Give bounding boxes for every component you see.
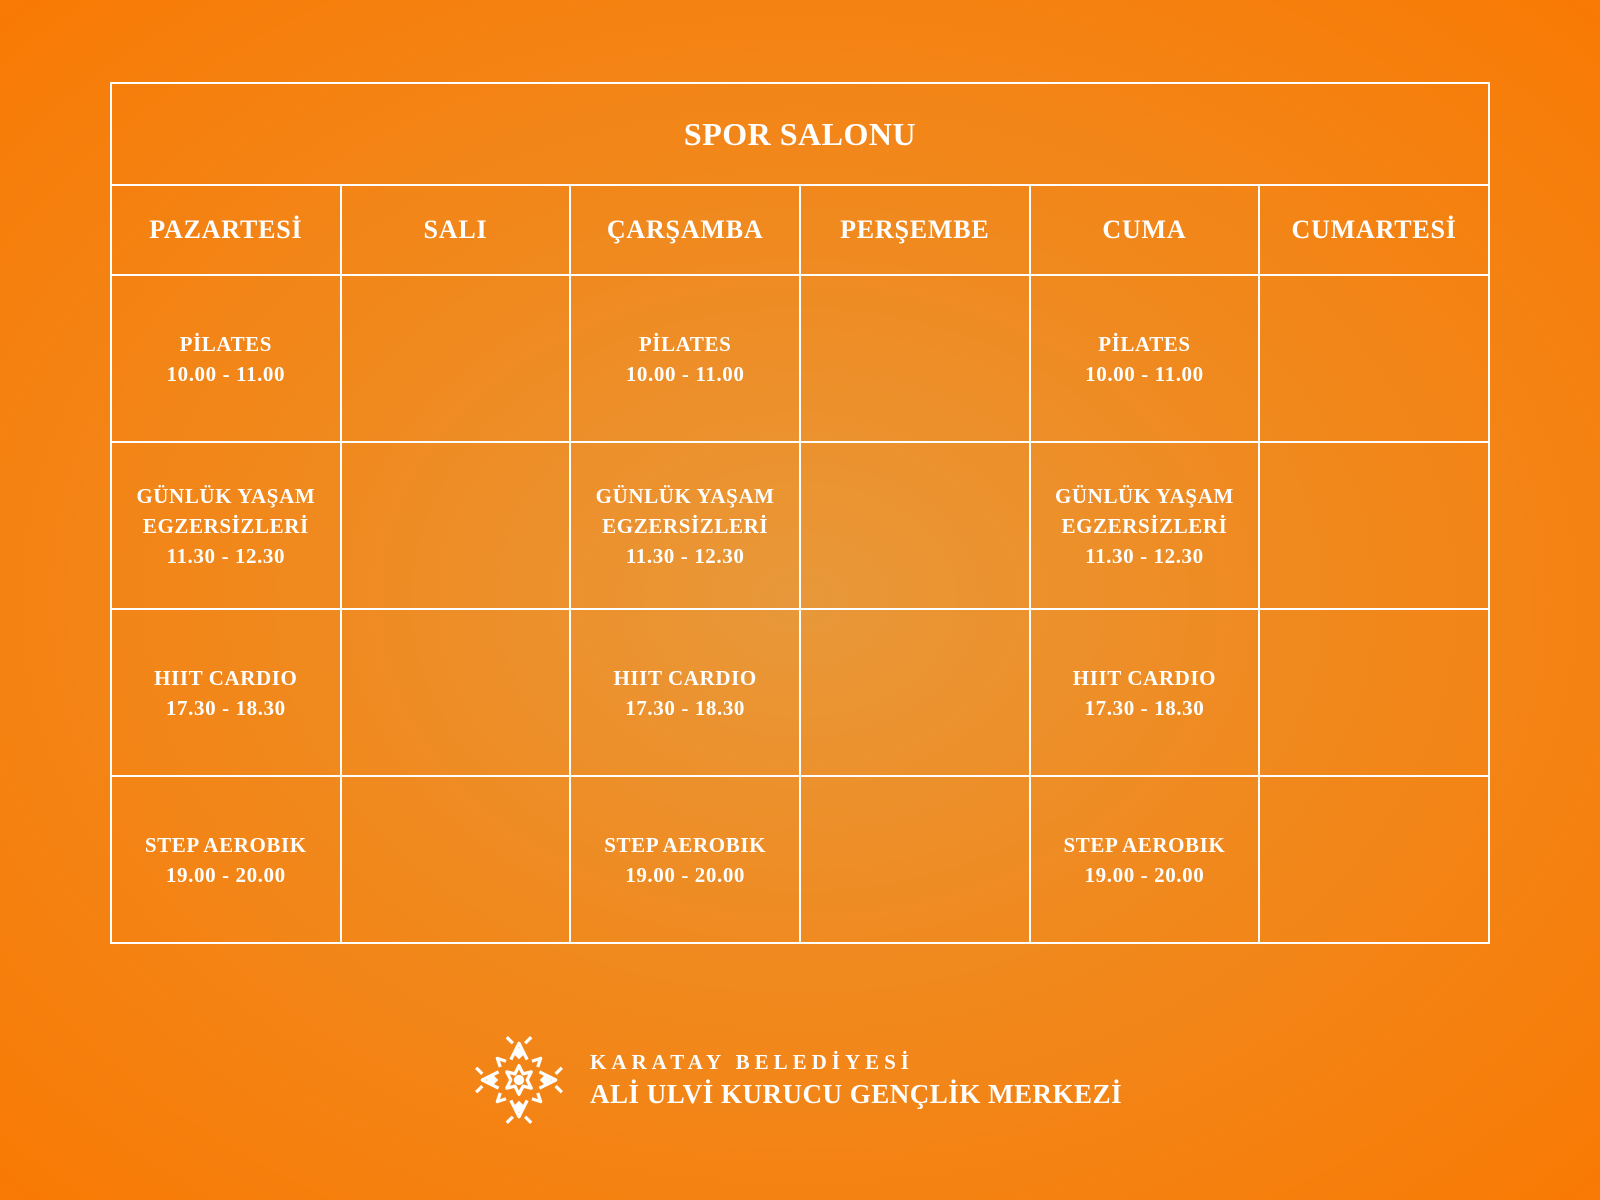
footer-branding <box>468 1028 1122 1132</box>
class-slot <box>111 776 341 943</box>
class-slot <box>570 776 800 943</box>
table-row <box>111 776 1489 943</box>
class-name: STEP AEROBIK <box>144 832 307 857</box>
empty-slot <box>341 275 571 442</box>
class-name-line2: EGZERSİZLERİ <box>142 513 309 538</box>
class-time: 11.30 - 12.30 <box>625 543 745 568</box>
class-time: 19.00 - 20.00 <box>1084 862 1205 887</box>
class-time: 19.00 - 20.00 <box>165 862 286 887</box>
empty-slot <box>1259 442 1489 609</box>
class-time: 17.30 - 18.30 <box>165 695 286 720</box>
class-name: PİLATES <box>1098 331 1191 356</box>
karatay-star-emblem-icon <box>468 1029 570 1131</box>
center-name: ALİ ULVİ KURUCU GENÇLİK MERKEZİ <box>590 1079 1123 1109</box>
table-row <box>111 442 1489 609</box>
day-header: ÇARŞAMBA <box>570 185 800 275</box>
class-time: 10.00 - 11.00 <box>166 361 286 386</box>
empty-slot <box>1259 609 1489 776</box>
day-header: SALI <box>341 185 571 275</box>
class-slot <box>570 609 800 776</box>
class-name: HIIT CARDIO <box>154 665 298 690</box>
class-time: 11.30 - 12.30 <box>166 543 286 568</box>
class-name: PİLATES <box>638 331 732 356</box>
class-slot <box>570 275 800 442</box>
class-slot <box>1030 442 1260 609</box>
table-row <box>111 275 1489 442</box>
class-name: GÜNLÜK YAŞAM <box>595 483 775 508</box>
class-name-line2: EGZERSİZLERİ <box>1061 513 1228 538</box>
day-header: PAZARTESİ <box>111 185 341 275</box>
empty-slot <box>341 776 571 943</box>
empty-slot <box>1259 275 1489 442</box>
table-row <box>111 609 1489 776</box>
empty-slot <box>341 609 571 776</box>
organization-name: KARATAY BELEDİYESİ <box>590 1050 914 1074</box>
class-slot <box>1030 275 1260 442</box>
class-time: 11.30 - 12.30 <box>1085 543 1204 568</box>
empty-slot <box>800 609 1030 776</box>
class-slot <box>111 609 341 776</box>
class-name: PİLATES <box>179 331 273 356</box>
class-slot <box>111 442 341 609</box>
footer-text <box>590 1050 1122 1110</box>
class-time: 10.00 - 11.00 <box>1085 361 1204 386</box>
day-header: CUMARTESİ <box>1259 185 1489 275</box>
class-name-line2: EGZERSİZLERİ <box>602 513 769 538</box>
class-time: 10.00 - 11.00 <box>625 361 745 386</box>
class-time: 17.30 - 18.30 <box>1084 695 1205 720</box>
empty-slot <box>1259 776 1489 943</box>
class-time: 19.00 - 20.00 <box>625 862 746 887</box>
empty-slot <box>800 442 1030 609</box>
class-name: STEP AEROBIK <box>604 832 767 857</box>
class-name: GÜNLÜK YAŞAM <box>1054 483 1234 508</box>
class-slot <box>1030 609 1260 776</box>
class-time: 17.30 - 18.30 <box>625 695 746 720</box>
class-slot <box>111 275 341 442</box>
class-slot <box>1030 776 1260 943</box>
day-header: PERŞEMBE <box>800 185 1030 275</box>
schedule-table <box>110 82 1490 944</box>
schedule-title: SPOR SALONU <box>111 83 1489 185</box>
day-header-row <box>111 185 1489 275</box>
empty-slot <box>800 776 1030 943</box>
empty-slot <box>341 442 571 609</box>
day-header: CUMA <box>1030 185 1260 275</box>
class-slot <box>570 442 800 609</box>
empty-slot <box>800 275 1030 442</box>
class-name: HIIT CARDIO <box>1072 665 1217 690</box>
class-name: STEP AEROBIK <box>1063 832 1226 857</box>
class-name: HIIT CARDIO <box>613 665 757 690</box>
class-name: GÜNLÜK YAŞAM <box>136 483 316 508</box>
